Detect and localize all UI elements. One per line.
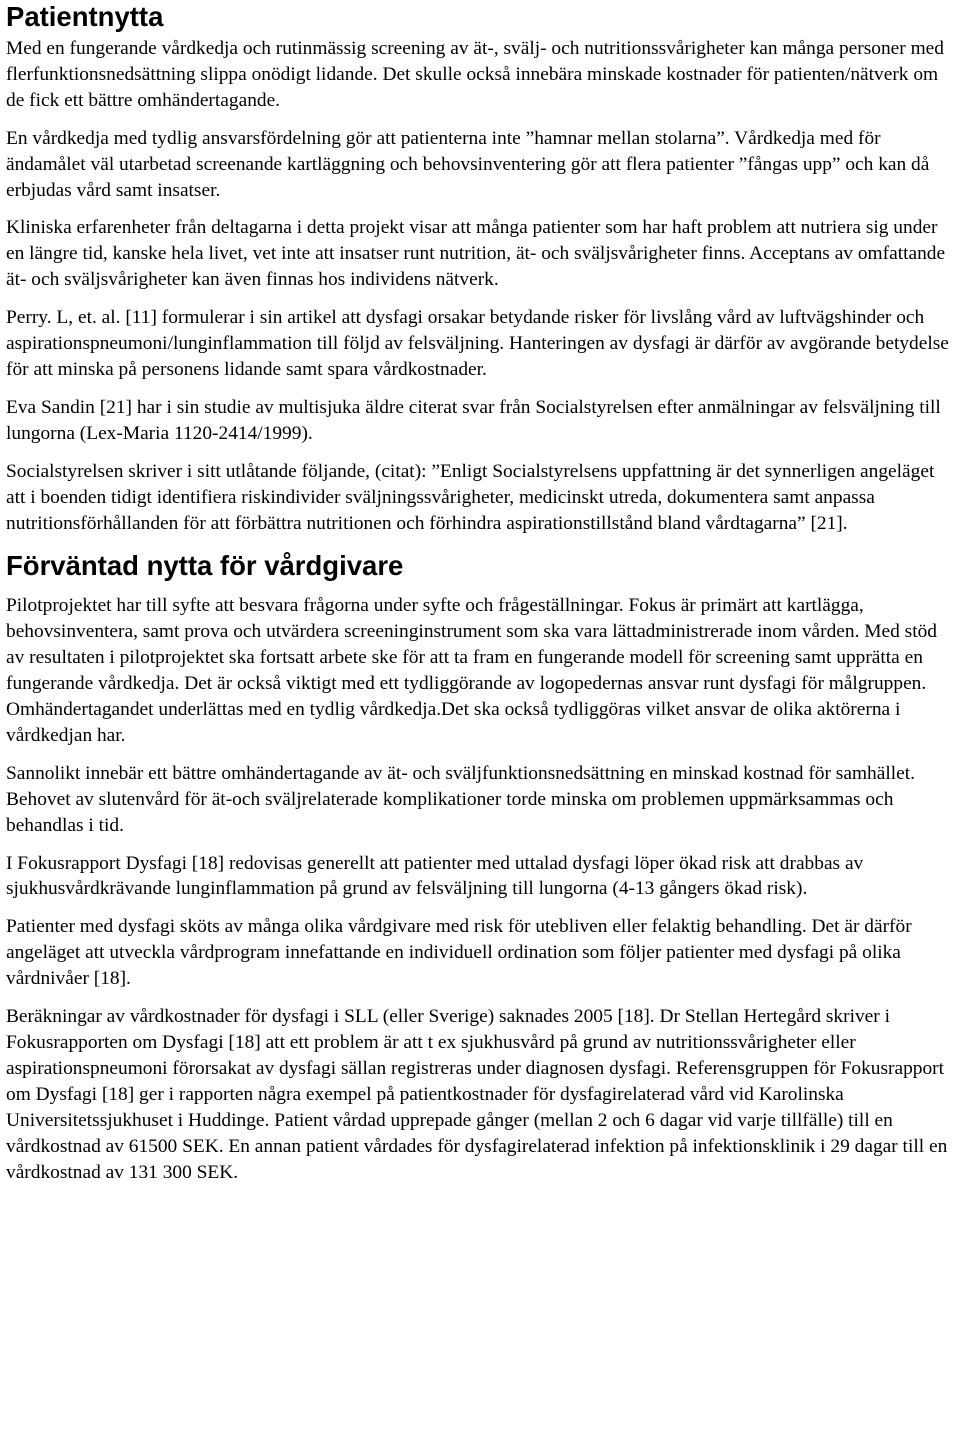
- document-page: [6, 0, 956, 1191]
- section-heading-patientnytta: Patientnytta: [6, 1, 164, 32]
- paragraph: Pilotprojektet har till syfte att besvara frågorna under syfte och frågeställningar. Fokus är primärt att kartlägga, behovsinventera, samt prova och utvärdera screeninginstrument som ska vara lättadministrerade inom vården. Med stöd av resultaten i pilotprojektet ska fortsatt arbete ske för att ta fram en fungerande modell för screening samt upprätta en fungerande vårdkedja. Det är också viktigt med ett tydliggörande av logopedernas ansvar runt dysfagi för målgruppen. Omhändertagandet underlättas med en tydlig vårdkedja.Det ska också tydliggöras vilket ansvar de olika aktörerna i vårdkedjan har.: [6, 595, 938, 746]
- paragraph: Sannolikt innebär ett bättre omhändertagande av ät- och sväljfunktionsnedsättning en minskad kostnad för samhället. Behovet av slutenvård för ät-och sväljrelaterade komplikationer torde minska om problemen uppmärksammas och behandlas i tid.: [6, 762, 915, 836]
- paragraph: Beräkningar av vårdkostnader för dysfagi i SLL (eller Sverige) saknades 2005 [18]. Dr Stellan Hertegård skriver i Fokusrapporten om Dysfagi [18] att ett problem är att t ex sjukhusvård på grund av nutritionssvårigheter eller aspirationspneumoni förorsakat av dysfagi sällan registreras under diagnosen dysfagi. Referensgruppen för Fokusrapport om Dysfagi [18] ger i rapporten några exempel på patientkostnader för dysfagirelaterad vård vid Karolinska Universitetssjukhuset i Huddinge. Patient vårdad upprepade gånger (mellan 2 och 6 dagar vid varje tillfälle) till en vårdkostnad av 61500 SEK. En annan patient vårdades för dysfagirelaterad infektion på infektionsklinik i 29 dagar till en vårdkostnad av 131 300 SEK.: [6, 1006, 948, 1183]
- paragraph: I Fokusrapport Dysfagi [18] redovisas generellt att patienter med uttalad dysfagi löper ökad risk att drabbas av sjukhusvårdkrävande lunginflammation på grund av felsväljning till lungorna (4-13 gångers ökad risk).: [6, 852, 864, 900]
- paragraph: Socialstyrelsen skriver i sitt utlåtande följande, (citat): ”Enligt Socialstyrelsens uppfattning är det synnerligen angeläget att i boenden tidigt identifiera riskindivider sväljningssvårigheter, medicinskt utreda, dokumentera samt anpassa nutritionsförhållanden för att förbättra nutritionen och förhindra aspirationstillstånd bland vårdtagarna” [21].: [6, 460, 935, 534]
- paragraph: Kliniska erfarenheter från deltagarna i detta projekt visar att många patienter som har haft problem att nutriera sig under en längre tid, kanske hela livet, vet inte att insatser runt nutrition, ät- och sväljsvårigheter finns. Acceptans av omfattande ät- och sväljsvårigheter kan även finnas hos individens nätverk.: [6, 217, 946, 291]
- paragraph: Patienter med dysfagi sköts av många olika vårdgivare med risk för utebliven eller felaktig behandling. Det är därför angeläget att utveckla vårdprogram innefattande en individuell ordination som följer patienter med dysfagi på olika vårdnivåer [18].: [6, 916, 912, 990]
- paragraph: Perry. L, et. al. [11] formulerar i sin artikel att dysfagi orsakar betydande risker för livslång vård av luftvägshinder och aspirationspneumoni/lunginflammation till följd av felsväljning. Hanteringen av dysfagi är därför av avgörande betydelse för att minska på personens lidande samt spara vårdkostnader.: [6, 307, 949, 380]
- paragraph: Med en fungerande vårdkedja och rutinmässig screening av ät-, svälj- och nutritionssvårigheter kan många personer med flerfunktionsnedsättning slippa onödigt lidande. Det skulle också innebära minskade kostnader för patienten/nätverk om de fick ett bättre omhändertagande.: [6, 38, 944, 111]
- paragraph: En vårdkedja med tydlig ansvarsfördelning gör att patienterna inte ”hamnar mellan stolarna”. Vårdkedja med för ändamålet väl utarbetad screenande kartläggning och behovsinventering gör att flera patienter ”fångas upp” och kan då erbjudas vård samt insatser.: [6, 127, 930, 201]
- paragraph: Eva Sandin [21] har i sin studie av multisjuka äldre citerat svar från Socialstyrelsen efter anmälningar av felsväljning till lungorna (Lex-Maria 1120-2414/1999).: [6, 396, 941, 444]
- section-heading-forvantad-nytta: Förväntad nytta för vårdgivare: [6, 550, 404, 582]
